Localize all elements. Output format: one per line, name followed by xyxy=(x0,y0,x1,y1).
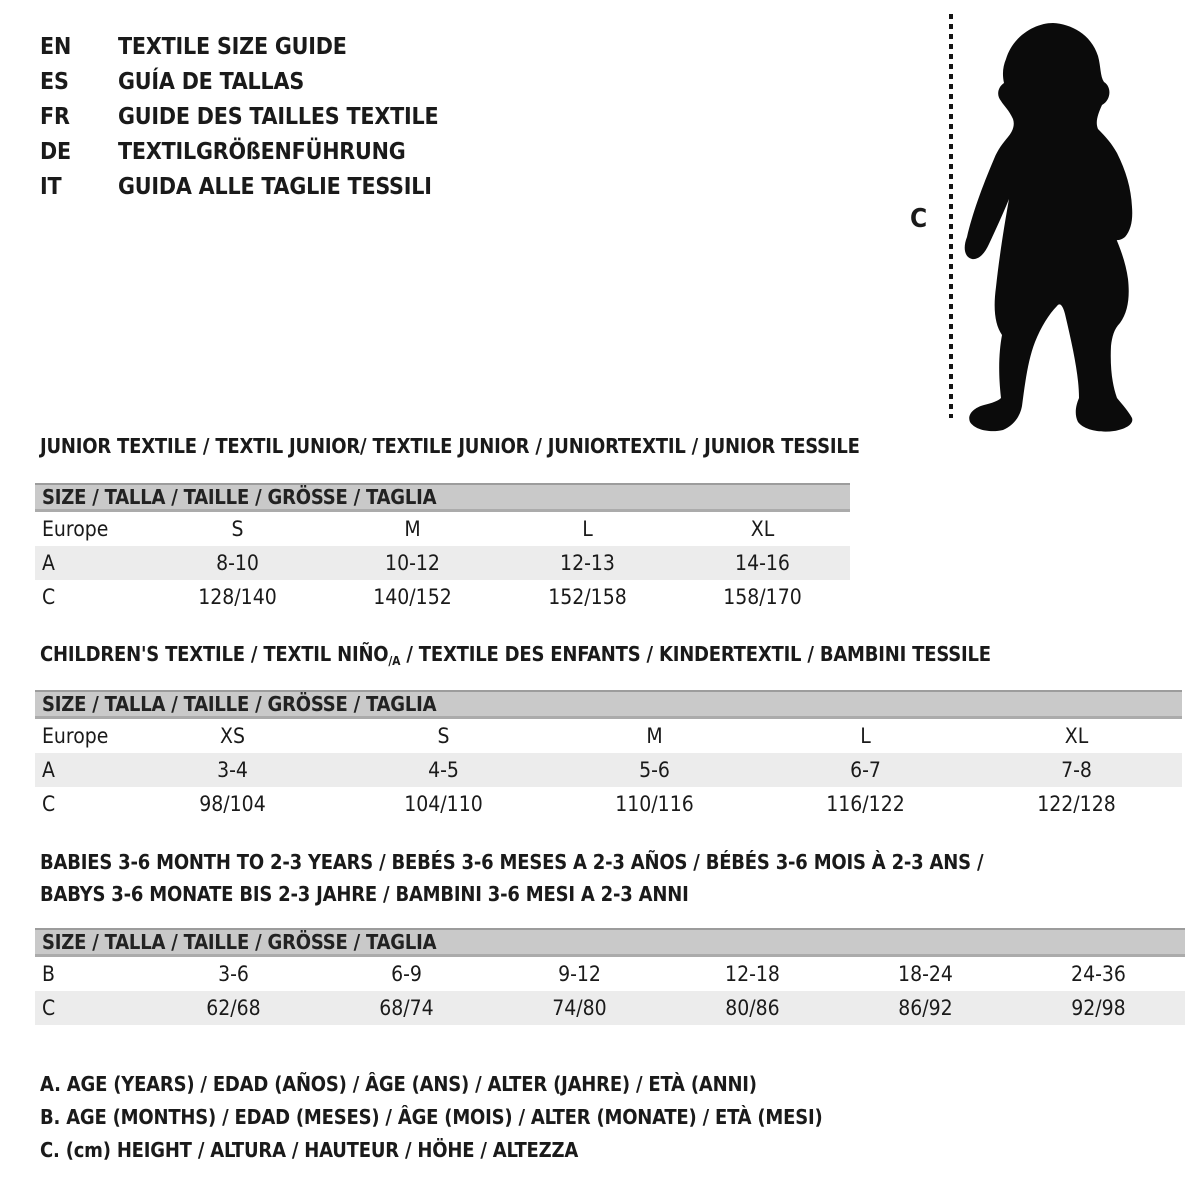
table-cell: 98/104 xyxy=(199,792,266,816)
table-row xyxy=(35,753,1182,787)
legend-line-c: C. (cm) HEIGHT / ALTURA / HAUTEUR / HÖHE / ALTEZZA xyxy=(40,1138,579,1162)
table-cell: 74/80 xyxy=(552,996,607,1020)
children-size-table xyxy=(35,690,1182,821)
children-section-title xyxy=(40,642,991,668)
lang-title: TEXTILGRÖßENFÜHRUNG xyxy=(118,139,406,165)
table-row xyxy=(35,546,850,580)
lang-title: GUÍA DE TALLAS xyxy=(118,69,305,95)
lang-title: GUIDA ALLE TAGLIE TESSILI xyxy=(118,174,432,200)
table-cell: L xyxy=(860,724,871,748)
table-cell: 140/152 xyxy=(373,585,452,609)
lang-code: DE xyxy=(40,139,71,165)
lang-code: IT xyxy=(40,174,62,200)
table-cell: 12-18 xyxy=(725,962,780,986)
lang-row-es xyxy=(40,65,438,100)
table-cell: 6-9 xyxy=(391,962,422,986)
language-header xyxy=(40,30,438,205)
lang-row-fr xyxy=(40,100,438,135)
row-label: B xyxy=(42,962,55,986)
table-cell: 128/140 xyxy=(198,585,277,609)
row-label: Europe xyxy=(42,517,109,541)
babies-section-title-line2: BABYS 3-6 MONATE BIS 2-3 JAHRE / BAMBINI 3-6 MESI A 2-3 ANNI xyxy=(40,882,689,906)
lang-code: EN xyxy=(40,34,72,60)
lang-title: TEXTILE SIZE GUIDE xyxy=(118,34,347,60)
table-row xyxy=(35,719,1182,753)
row-label: C xyxy=(42,996,56,1020)
table-cell: XL xyxy=(750,517,775,541)
lang-row-it xyxy=(40,170,438,205)
row-label: A xyxy=(42,758,55,782)
children-title-suffix: / TEXTILE DES ENFANTS / KINDERTEXTIL / BAMBINI TESSILE xyxy=(400,642,991,666)
row-label: Europe xyxy=(42,724,109,748)
junior-size-table xyxy=(35,483,850,614)
table-row xyxy=(35,957,1185,991)
table-cell: 104/110 xyxy=(404,792,483,816)
table-cell: 68/74 xyxy=(379,996,434,1020)
table-row xyxy=(35,580,850,614)
lang-row-de xyxy=(40,135,438,170)
table-cell: 5-6 xyxy=(639,758,670,782)
table-cell: 110/116 xyxy=(615,792,694,816)
table-row xyxy=(35,787,1182,821)
lang-code: ES xyxy=(40,69,69,95)
size-header-bar: SIZE / TALLA / TAILLE / GRÖSSE / TAGLIA xyxy=(35,483,850,512)
table-cell: 92/98 xyxy=(1071,996,1126,1020)
table-cell: 18-24 xyxy=(898,962,953,986)
baby-silhouette-icon xyxy=(958,10,1178,440)
babies-section-title-line1: BABIES 3-6 MONTH TO 2-3 YEARS / BEBÉS 3-6 MESES A 2-3 AÑOS / BÉBÉS 3-6 MOIS À 2-3 ANS / xyxy=(40,850,984,874)
table-cell: 80/86 xyxy=(725,996,780,1020)
table-cell: 24-36 xyxy=(1071,962,1126,986)
table-cell: 4-5 xyxy=(428,758,459,782)
children-title-subscript: /A xyxy=(388,654,401,668)
height-measure-label: C xyxy=(910,204,928,234)
table-cell: XS xyxy=(220,724,245,748)
table-cell: 9-12 xyxy=(558,962,601,986)
row-label: A xyxy=(42,551,55,575)
table-cell: 12-13 xyxy=(560,551,615,575)
babies-size-table xyxy=(35,928,1185,1025)
lang-title: GUIDE DES TAILLES TEXTILE xyxy=(118,104,439,130)
table-cell: 152/158 xyxy=(548,585,627,609)
table-row xyxy=(35,991,1185,1025)
table-cell: 122/128 xyxy=(1037,792,1116,816)
height-measure-dotted-line xyxy=(949,14,953,418)
table-cell: 158/170 xyxy=(723,585,802,609)
lang-row-en xyxy=(40,30,438,65)
table-cell: 14-16 xyxy=(735,551,790,575)
table-cell: L xyxy=(582,517,593,541)
children-title-prefix: CHILDREN'S TEXTILE / TEXTIL NIÑO xyxy=(40,642,389,666)
table-cell: 7-8 xyxy=(1061,758,1092,782)
table-cell: 8-10 xyxy=(216,551,259,575)
table-cell: 10-12 xyxy=(385,551,440,575)
table-cell: 86/92 xyxy=(898,996,953,1020)
table-cell: 6-7 xyxy=(850,758,881,782)
table-cell: S xyxy=(231,517,244,541)
table-cell: 62/68 xyxy=(206,996,261,1020)
table-cell: S xyxy=(437,724,450,748)
table-cell: XL xyxy=(1064,724,1089,748)
junior-section-title: JUNIOR TEXTILE / TEXTIL JUNIOR/ TEXTILE JUNIOR / JUNIORTEXTIL / JUNIOR TESSILE xyxy=(40,434,860,458)
table-cell: M xyxy=(646,724,663,748)
size-header-bar: SIZE / TALLA / TAILLE / GRÖSSE / TAGLIA xyxy=(35,690,1182,719)
legend-line-b: B. AGE (MONTHS) / EDAD (MESES) / ÂGE (MOIS) / ALTER (MONATE) / ETÀ (MESI) xyxy=(40,1105,823,1129)
size-header-bar: SIZE / TALLA / TAILLE / GRÖSSE / TAGLIA xyxy=(35,928,1185,957)
measurement-legend xyxy=(40,1068,823,1167)
table-cell: 3-4 xyxy=(217,758,248,782)
row-label: C xyxy=(42,585,56,609)
table-cell: 3-6 xyxy=(218,962,249,986)
table-cell: 116/122 xyxy=(826,792,905,816)
lang-code: FR xyxy=(40,104,70,130)
row-label: C xyxy=(42,792,56,816)
legend-line-a: A. AGE (YEARS) / EDAD (AÑOS) / ÂGE (ANS) / ALTER (JAHRE) / ETÀ (ANNI) xyxy=(40,1072,757,1096)
table-cell: M xyxy=(404,517,421,541)
table-row xyxy=(35,512,850,546)
